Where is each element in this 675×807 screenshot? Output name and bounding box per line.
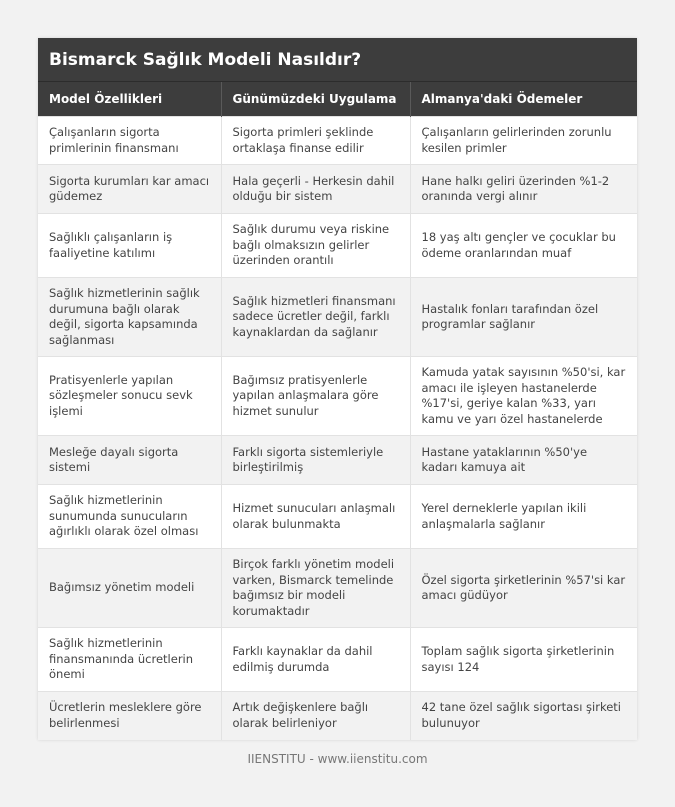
- footer-credit: IIENSTITU - www.iienstitu.com: [247, 752, 428, 766]
- table-row: [38, 214, 637, 278]
- table-cell: 18 yaş altı gençler ve çocuklar bu ödeme oranlarından muaf: [410, 214, 637, 278]
- table-cell: 42 tane özel sağlık sigortası şirketi bulunuyor: [410, 692, 637, 740]
- column-header-model-features: Model Özellikleri: [38, 82, 221, 117]
- table-cell: Hastalık fonları tarafından özel programlar sağlanır: [410, 278, 637, 357]
- table-cell: Yerel derneklerle yapılan ikili anlaşmalarla sağlanır: [410, 485, 637, 549]
- table-cell: Artık değişkenlere bağlı olarak belirleniyor: [221, 692, 410, 740]
- table-cell: Sağlık hizmetlerinin finansmanında ücretlerin önemi: [38, 628, 221, 692]
- table-row: [38, 165, 637, 214]
- table-cell: Toplam sağlık sigorta şirketlerinin sayısı 124: [410, 628, 637, 692]
- table-cell: Sağlık hizmetlerinin sunumunda sunucuların ağırlıklı olarak özel olması: [38, 485, 221, 549]
- table-cell: Kamuda yatak sayısının %50'si, kar amacı ile işleyen hastanelerde %17'si, geriye kalan %33, yarı kamu ve yarı özel hastanelerde: [410, 357, 637, 436]
- table-row: [38, 278, 637, 357]
- comparison-card: [38, 38, 637, 740]
- table-row: [38, 436, 637, 485]
- table-row: [38, 628, 637, 692]
- table-cell: Sağlıklı çalışanların iş faaliyetine katılımı: [38, 214, 221, 278]
- table-cell: Ücretlerin mesleklere göre belirlenmesi: [38, 692, 221, 740]
- table-row: [38, 549, 637, 628]
- page-title: Bismarck Sağlık Modeli Nasıldır?: [38, 38, 637, 82]
- table-cell: Çalışanların sigorta primlerinin finansmanı: [38, 117, 221, 165]
- table-cell: Bağımsız yönetim modeli: [38, 549, 221, 628]
- table-cell: Hala geçerli - Herkesin dahil olduğu bir sistem: [221, 165, 410, 214]
- table-row: [38, 357, 637, 436]
- table-cell: Pratisyenlerle yapılan sözleşmeler sonucu sevk işlemi: [38, 357, 221, 436]
- table-cell: Farklı sigorta sistemleriyle birleştirilmiş: [221, 436, 410, 485]
- comparison-table: [38, 82, 637, 740]
- table-cell: Mesleğe dayalı sigorta sistemi: [38, 436, 221, 485]
- table-header-row: [38, 82, 637, 117]
- table-row: [38, 485, 637, 549]
- table-cell: Sigorta primleri şeklinde ortaklaşa finanse edilir: [221, 117, 410, 165]
- table-cell: Özel sigorta şirketlerinin %57'si kar amacı güdüyor: [410, 549, 637, 628]
- table-cell: Çalışanların gelirlerinden zorunlu kesilen primler: [410, 117, 637, 165]
- column-header-germany-payments: Almanya'daki Ödemeler: [410, 82, 637, 117]
- column-header-current-practice: Günümüzdeki Uygulama: [221, 82, 410, 117]
- table-row: [38, 117, 637, 165]
- table-cell: Sağlık hizmetleri finansmanı sadece ücretler değil, farklı kaynaklardan da sağlanır: [221, 278, 410, 357]
- table-row: [38, 692, 637, 740]
- table-cell: Sigorta kurumları kar amacı güdemez: [38, 165, 221, 214]
- table-cell: Bağımsız pratisyenlerle yapılan anlaşmalara göre hizmet sunulur: [221, 357, 410, 436]
- table-cell: Sağlık durumu veya riskine bağlı olmaksızın gelirler üzerinden orantılı: [221, 214, 410, 278]
- table-cell: Birçok farklı yönetim modeli varken, Bismarck temelinde bağımsız bir modeli korumaktadır: [221, 549, 410, 628]
- table-cell: Hastane yataklarının %50'ye kadarı kamuya ait: [410, 436, 637, 485]
- table-cell: Hizmet sunucuları anlaşmalı olarak bulunmakta: [221, 485, 410, 549]
- table-cell: Farklı kaynaklar da dahil edilmiş durumda: [221, 628, 410, 692]
- table-cell: Hane halkı geliri üzerinden %1-2 oranında vergi alınır: [410, 165, 637, 214]
- table-cell: Sağlık hizmetlerinin sağlık durumuna bağlı olarak değil, sigorta kapsamında sağlanması: [38, 278, 221, 357]
